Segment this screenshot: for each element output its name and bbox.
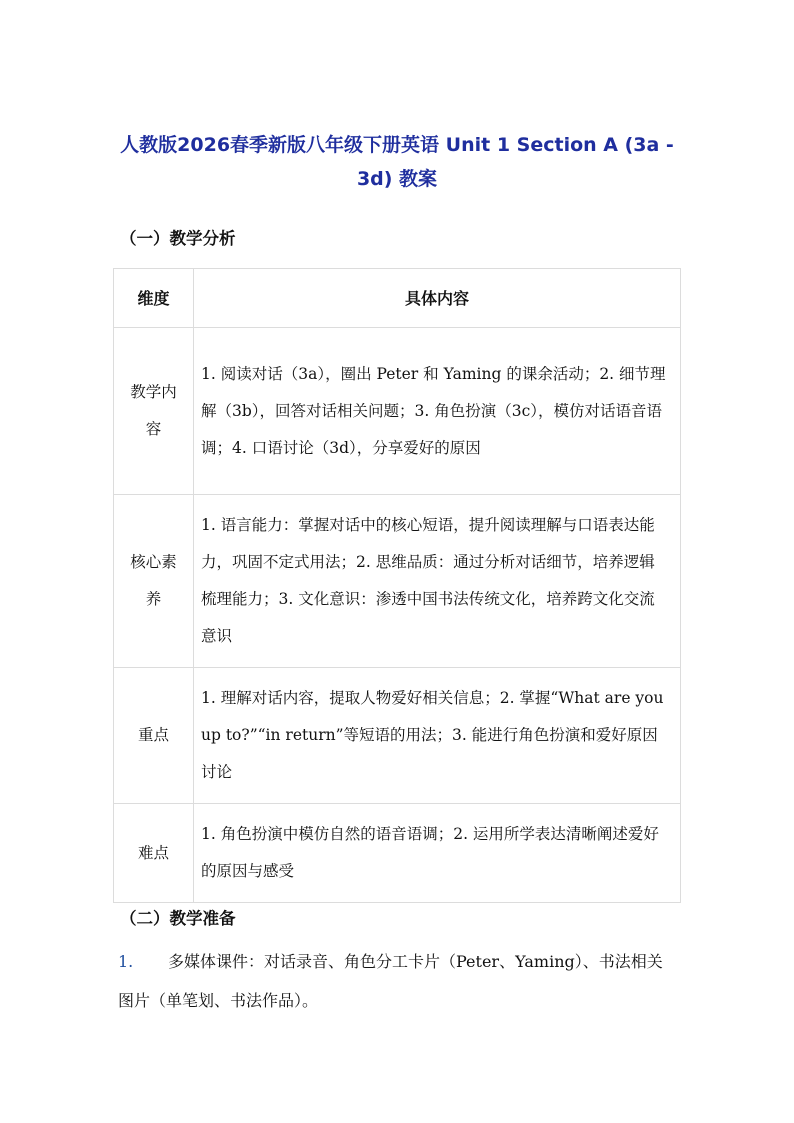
dimension-cell: 核心素养	[114, 495, 194, 668]
content-cell: 1. 阅读对话（3a），圈出 Peter 和 Yaming 的课余活动；2. 细节理解（3b），回答对话相关问题；3. 角色扮演（3c），模仿对话语音语调；4. 口语讨论（3d），分享爱好的原因	[194, 328, 681, 495]
section-heading-preparation: （二）教学准备	[120, 909, 236, 928]
header-content: 具体内容	[194, 269, 681, 328]
table-row	[114, 804, 681, 903]
dimension-cell: 重点	[114, 668, 194, 804]
table-row	[114, 328, 681, 495]
content-cell: 1. 理解对话内容，提取人物爱好相关信息；2. 掌握“What are you up to?”“in return”等短语的用法；3. 能进行角色扮演和爱好原因讨论	[194, 668, 681, 804]
section-heading-analysis: （一）教学分析	[120, 229, 236, 248]
dimension-cell: 难点	[114, 804, 194, 903]
table-row	[114, 668, 681, 804]
table-row	[114, 495, 681, 668]
header-dimension: 维度	[114, 269, 194, 328]
dimension-cell: 教学内容	[114, 328, 194, 495]
content-cell: 1. 角色扮演中模仿自然的语音语调；2. 运用所学表达清晰阐述爱好的原因与感受	[194, 804, 681, 903]
analysis-table	[113, 268, 681, 903]
list-item-number: 1.	[118, 952, 134, 971]
list-item-text: 多媒体课件：对话录音、角色分工卡片（Peter、Yaming）、书法相关图片（单笔划、书法作品）。	[118, 952, 663, 1010]
list-item	[118, 942, 678, 1020]
document-title: 人教版2026春季新版八年级下册英语 Unit 1 Section A (3a - 3d) 教案	[120, 134, 674, 190]
content-cell: 1. 语言能力：掌握对话中的核心短语，提升阅读理解与口语表达能力，巩固不定式用法；2. 思维品质：通过分析对话细节，培养逻辑梳理能力；3. 文化意识：渗透中国书法传统文化，培养跨文化交流意识	[194, 495, 681, 668]
table-header-row	[114, 269, 681, 328]
